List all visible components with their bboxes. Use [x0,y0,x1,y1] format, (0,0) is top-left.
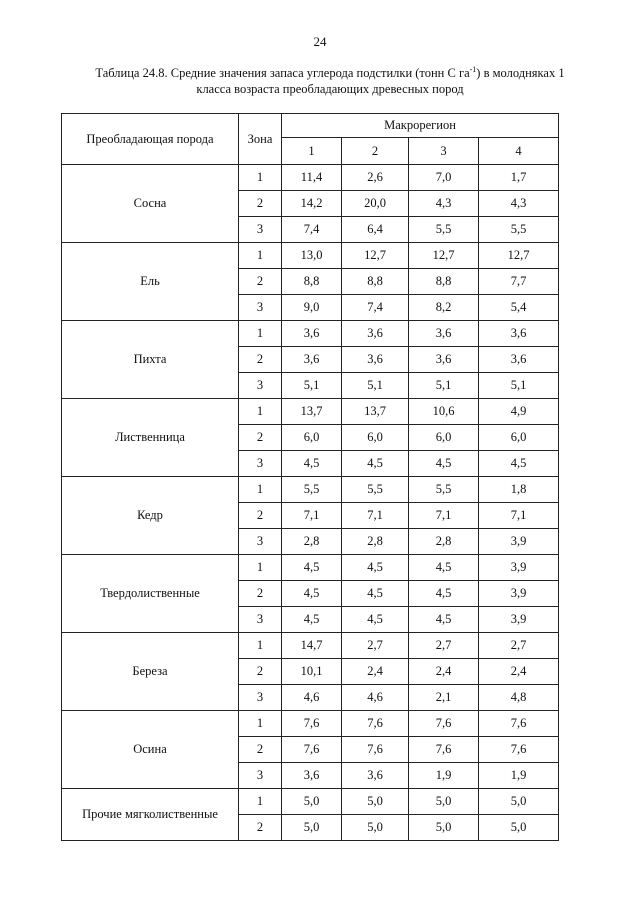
value-cell-region-3: 4,5 [409,451,479,477]
value-cell-region-2: 2,7 [342,633,409,659]
value-cell-region-3: 5,0 [409,815,479,841]
page-number: 24 [313,34,327,49]
value-cell-region-2: 3,6 [342,321,409,347]
value-cell-region-2: 8,8 [342,269,409,295]
table-row [62,399,559,425]
value-cell-region-1: 14,2 [282,191,342,217]
value-cell-region-2: 12,7 [342,243,409,269]
zone-cell: 2 [239,347,282,373]
value-cell-region-1: 14,7 [282,633,342,659]
value-cell-region-1: 3,6 [282,763,342,789]
value-cell-region-3: 2,8 [409,529,479,555]
zone-cell: 2 [239,503,282,529]
value-cell-region-4: 2,7 [479,633,559,659]
value-cell-region-4: 7,7 [479,269,559,295]
zone-cell: 2 [239,581,282,607]
value-cell-region-1: 9,0 [282,295,342,321]
value-cell-region-2: 6,0 [342,425,409,451]
value-cell-region-1: 8,8 [282,269,342,295]
value-cell-region-1: 10,1 [282,659,342,685]
value-cell-region-3: 4,5 [409,555,479,581]
value-cell-region-2: 13,7 [342,399,409,425]
value-cell-region-1: 4,5 [282,555,342,581]
header-region-3: 3 [409,138,479,165]
value-cell-region-1: 2,8 [282,529,342,555]
value-cell-region-4: 1,7 [479,165,559,191]
value-cell-region-3: 7,6 [409,737,479,763]
species-cell: Сосна [62,165,239,243]
value-cell-region-2: 2,4 [342,659,409,685]
table-caption-line2: класса возраста преобладающих древесных пород [196,82,464,97]
species-cell: Ель [62,243,239,321]
value-cell-region-4: 5,0 [479,815,559,841]
value-cell-region-3: 3,6 [409,347,479,373]
species-cell: Кедр [62,477,239,555]
value-cell-region-2: 5,1 [342,373,409,399]
value-cell-region-4: 5,5 [479,217,559,243]
value-cell-region-4: 3,6 [479,347,559,373]
zone-cell: 1 [239,633,282,659]
zone-cell: 3 [239,685,282,711]
value-cell-region-1: 5,0 [282,815,342,841]
value-cell-region-2: 4,5 [342,555,409,581]
header-macroregion: Макрорегион [282,114,559,138]
value-cell-region-4: 3,9 [479,581,559,607]
zone-cell: 2 [239,425,282,451]
value-cell-region-1: 13,7 [282,399,342,425]
zone-cell: 1 [239,789,282,815]
value-cell-region-2: 3,6 [342,763,409,789]
zone-cell: 2 [239,659,282,685]
value-cell-region-2: 4,5 [342,607,409,633]
value-cell-region-4: 4,9 [479,399,559,425]
value-cell-region-4: 3,6 [479,321,559,347]
value-cell-region-2: 4,5 [342,451,409,477]
value-cell-region-1: 4,5 [282,581,342,607]
value-cell-region-3: 7,1 [409,503,479,529]
value-cell-region-3: 2,4 [409,659,479,685]
value-cell-region-3: 4,5 [409,607,479,633]
zone-cell: 2 [239,191,282,217]
value-cell-region-1: 7,1 [282,503,342,529]
zone-cell: 3 [239,763,282,789]
value-cell-region-1: 7,6 [282,711,342,737]
zone-cell: 1 [239,165,282,191]
value-cell-region-2: 2,8 [342,529,409,555]
value-cell-region-4: 4,5 [479,451,559,477]
value-cell-region-3: 6,0 [409,425,479,451]
value-cell-region-1: 7,4 [282,217,342,243]
species-cell: Лиственница [62,399,239,477]
value-cell-region-4: 4,3 [479,191,559,217]
zone-cell: 3 [239,373,282,399]
value-cell-region-4: 1,8 [479,477,559,503]
header-species: Преобладающая порода [62,114,239,165]
value-cell-region-4: 5,4 [479,295,559,321]
value-cell-region-1: 11,4 [282,165,342,191]
value-cell-region-3: 10,6 [409,399,479,425]
table-row [62,477,559,503]
value-cell-region-4: 6,0 [479,425,559,451]
caption-text-a: Таблица 24.8. Средние значения запаса углерода подстилки (тонн С га [95,66,470,81]
value-cell-region-3: 8,8 [409,269,479,295]
value-cell-region-1: 7,6 [282,737,342,763]
value-cell-region-2: 7,6 [342,711,409,737]
value-cell-region-2: 7,1 [342,503,409,529]
value-cell-region-3: 7,6 [409,711,479,737]
value-cell-region-2: 4,5 [342,581,409,607]
zone-cell: 1 [239,243,282,269]
carbon-litter-table [61,113,559,841]
value-cell-region-2: 7,6 [342,737,409,763]
species-cell: Береза [62,633,239,711]
table-row [62,165,559,191]
value-cell-region-3: 5,0 [409,789,479,815]
value-cell-region-3: 5,5 [409,477,479,503]
table-body [62,165,559,841]
zone-cell: 3 [239,217,282,243]
value-cell-region-2: 2,6 [342,165,409,191]
value-cell-region-3: 2,7 [409,633,479,659]
value-cell-region-4: 12,7 [479,243,559,269]
value-cell-region-4: 2,4 [479,659,559,685]
value-cell-region-2: 5,0 [342,789,409,815]
zone-cell: 1 [239,711,282,737]
value-cell-region-1: 3,6 [282,347,342,373]
value-cell-region-3: 1,9 [409,763,479,789]
table-row [62,789,559,815]
value-cell-region-2: 5,0 [342,815,409,841]
zone-cell: 1 [239,477,282,503]
zone-cell: 2 [239,815,282,841]
value-cell-region-3: 12,7 [409,243,479,269]
value-cell-region-4: 7,6 [479,737,559,763]
species-cell: Твердолиственные [62,555,239,633]
value-cell-region-2: 5,5 [342,477,409,503]
value-cell-region-4: 5,1 [479,373,559,399]
header-region-1: 1 [282,138,342,165]
value-cell-region-4: 1,9 [479,763,559,789]
table-row [62,243,559,269]
value-cell-region-1: 4,6 [282,685,342,711]
value-cell-region-3: 2,1 [409,685,479,711]
value-cell-region-4: 7,6 [479,711,559,737]
value-cell-region-1: 4,5 [282,607,342,633]
caption-text-b: ) в молодняках 1 [476,66,565,81]
table-row [62,711,559,737]
value-cell-region-3: 4,5 [409,581,479,607]
species-cell: Пихта [62,321,239,399]
value-cell-region-4: 5,0 [479,789,559,815]
value-cell-region-4: 3,9 [479,555,559,581]
value-cell-region-1: 5,5 [282,477,342,503]
value-cell-region-1: 5,1 [282,373,342,399]
value-cell-region-2: 6,4 [342,217,409,243]
species-cell: Прочие мягколиственные [62,789,239,841]
zone-cell: 1 [239,399,282,425]
table-row [62,633,559,659]
zone-cell: 1 [239,321,282,347]
table-caption-line1 [60,62,600,81]
zone-cell: 3 [239,451,282,477]
value-cell-region-4: 4,8 [479,685,559,711]
value-cell-region-1: 6,0 [282,425,342,451]
value-cell-region-1: 13,0 [282,243,342,269]
value-cell-region-2: 20,0 [342,191,409,217]
zone-cell: 2 [239,269,282,295]
value-cell-region-4: 7,1 [479,503,559,529]
table-caption [60,62,600,97]
species-cell: Осина [62,711,239,789]
value-cell-region-3: 3,6 [409,321,479,347]
zone-cell: 2 [239,737,282,763]
zone-cell: 3 [239,295,282,321]
table-row [62,321,559,347]
zone-cell: 1 [239,555,282,581]
value-cell-region-1: 4,5 [282,451,342,477]
zone-cell: 3 [239,529,282,555]
value-cell-region-2: 4,6 [342,685,409,711]
value-cell-region-3: 4,3 [409,191,479,217]
value-cell-region-1: 3,6 [282,321,342,347]
caption-superscript: -1 [469,65,477,74]
table-row [62,555,559,581]
value-cell-region-3: 5,1 [409,373,479,399]
header-region-4: 4 [479,138,559,165]
value-cell-region-1: 5,0 [282,789,342,815]
value-cell-region-3: 8,2 [409,295,479,321]
value-cell-region-3: 5,5 [409,217,479,243]
header-region-2: 2 [342,138,409,165]
value-cell-region-4: 3,9 [479,529,559,555]
value-cell-region-2: 7,4 [342,295,409,321]
value-cell-region-4: 3,9 [479,607,559,633]
value-cell-region-3: 7,0 [409,165,479,191]
zone-cell: 3 [239,607,282,633]
header-zone: Зона [239,114,282,165]
value-cell-region-2: 3,6 [342,347,409,373]
